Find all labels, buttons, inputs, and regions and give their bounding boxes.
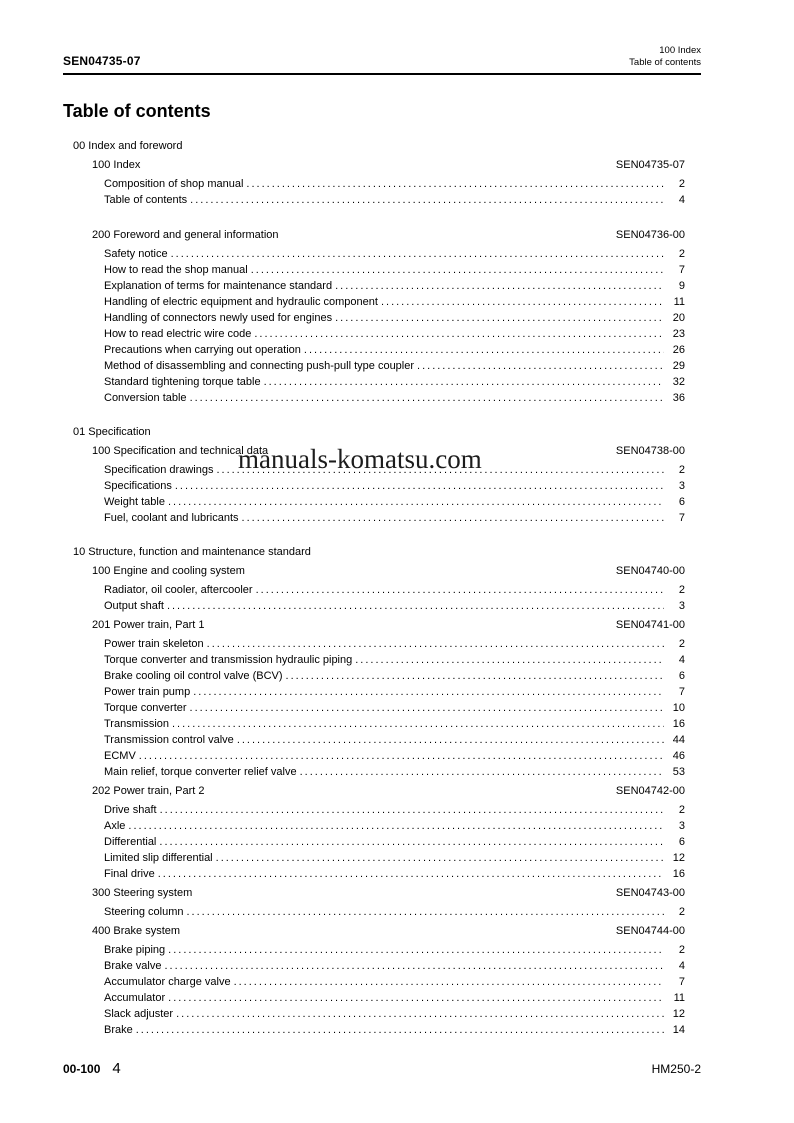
toc-item-title: How to read electric wire code: [104, 328, 252, 340]
page-footer: [63, 1060, 701, 1077]
toc-item-page: 9: [678, 280, 685, 292]
toc-chapter: [63, 923, 701, 1038]
dot-leader: [237, 732, 664, 748]
toc-chapter: [63, 783, 701, 882]
toc-item-title: Standard tightening torque table: [104, 376, 261, 388]
dot-leader: [168, 990, 664, 1006]
toc-item-title: Brake cooling oil control valve (BCV): [104, 670, 283, 682]
toc-item-page: 12: [672, 852, 685, 864]
toc-item-title: Handling of electric equipment and hydraulic component: [104, 296, 378, 308]
toc-section-heading: 10 Structure, function and maintenance standard: [73, 546, 311, 558]
toc-item-title: Slack adjuster: [104, 1008, 174, 1020]
toc-chapter-ref: SEN04741-00: [615, 619, 685, 631]
toc-section: [63, 424, 701, 526]
dot-leader: [190, 192, 664, 208]
toc-item-title: Accumulator: [104, 992, 166, 1004]
toc-item-page: 20: [672, 312, 685, 324]
dot-leader: [256, 582, 664, 598]
toc-chapter-title: 202 Power train, Part 2: [92, 785, 205, 797]
toc-item-page: 23: [672, 328, 685, 340]
toc-item: [104, 262, 701, 278]
dot-leader: [381, 294, 664, 310]
toc-item-page: 3: [678, 480, 685, 492]
toc-chapter-title: 100 Index: [92, 159, 141, 171]
toc-item-title: Specification drawings: [104, 464, 214, 476]
toc-item: [104, 850, 701, 866]
toc-item-page: 16: [672, 718, 685, 730]
toc-item-page: 29: [672, 360, 685, 372]
dot-leader: [190, 700, 664, 716]
toc-chapter-title: 100 Engine and cooling system: [92, 565, 245, 577]
toc-item-title: Conversion table: [104, 392, 187, 404]
toc-item: [104, 342, 701, 358]
toc-item: [104, 636, 701, 652]
toc-chapter: [63, 227, 701, 406]
dot-leader: [286, 668, 664, 684]
toc-item: [104, 748, 701, 764]
toc-section-heading: 01 Specification: [73, 426, 151, 438]
toc-item: [104, 834, 701, 850]
toc-item-title: Explanation of terms for maintenance standard: [104, 280, 333, 292]
toc-item: [104, 668, 701, 684]
toc-chapter: [63, 563, 701, 614]
toc-item-title: Transmission: [104, 718, 169, 730]
toc-item-page: 7: [678, 512, 685, 524]
toc-item-title: Drive shaft: [104, 804, 157, 816]
toc-item-title: Safety notice: [104, 248, 168, 260]
toc-item-page: 3: [678, 820, 685, 832]
toc-chapter-title: 100 Specification and technical data: [92, 445, 269, 457]
header-breadcrumb-line2: Table of contents: [629, 56, 701, 68]
dot-leader: [128, 818, 664, 834]
toc-item-page: 10: [672, 702, 685, 714]
footer-page-number: 4: [112, 1060, 121, 1077]
toc-chapter-heading-row: [92, 563, 701, 579]
toc-item: [104, 716, 701, 732]
toc-chapter-ref: SEN04740-00: [615, 565, 685, 577]
toc-item-page: 11: [673, 992, 685, 1004]
header-breadcrumb-line1: 100 Index: [659, 45, 701, 56]
toc-item-page: 2: [678, 906, 685, 918]
page-header: [63, 45, 701, 75]
footer-section-code: 00-100: [63, 1062, 101, 1076]
toc-item: [104, 802, 701, 818]
toc-item: [104, 310, 701, 326]
toc-item-page: 16: [672, 868, 685, 880]
toc-section-heading: 00 Index and foreword: [73, 140, 183, 152]
toc-item-title: Fuel, coolant and lubricants: [104, 512, 239, 524]
dot-leader: [254, 326, 664, 342]
toc-item: [104, 1006, 701, 1022]
dot-leader: [207, 636, 664, 652]
toc-chapter-heading-row: [92, 617, 701, 633]
toc-item-title: Accumulator charge valve: [104, 976, 231, 988]
dot-leader: [172, 716, 664, 732]
toc-item-title: Brake: [104, 1024, 133, 1036]
dot-leader: [300, 764, 664, 780]
toc-item-page: 4: [678, 654, 685, 666]
toc-chapter-heading-row: [92, 227, 701, 243]
toc-item: [104, 358, 701, 374]
toc-item: [104, 582, 701, 598]
toc-item: [104, 278, 701, 294]
toc-item-title: Transmission control valve: [104, 734, 234, 746]
dot-leader: [168, 942, 664, 958]
toc-item-page: 2: [678, 944, 685, 956]
toc-item-page: 46: [672, 750, 685, 762]
toc-item: [104, 374, 701, 390]
dot-leader: [175, 478, 664, 494]
toc-chapter-heading-row: [92, 885, 701, 901]
toc-chapter-ref: SEN04743-00: [615, 887, 685, 899]
dot-leader: [335, 278, 664, 294]
toc-chapter-heading-row: [92, 923, 701, 939]
toc-item-title: Composition of shop manual: [104, 178, 244, 190]
dot-leader: [139, 748, 664, 764]
toc-item-title: Torque converter and transmission hydraulic piping: [104, 654, 353, 666]
dot-leader: [251, 262, 664, 278]
page-title: Table of contents: [63, 101, 211, 121]
toc-item: [104, 598, 701, 614]
toc-item-page: 12: [672, 1008, 685, 1020]
dot-leader: [168, 494, 664, 510]
toc-item-page: 2: [678, 178, 685, 190]
toc-chapter-heading-row: [92, 783, 701, 799]
toc-item-page: 36: [672, 392, 685, 404]
toc-item-title: Radiator, oil cooler, aftercooler: [104, 584, 253, 596]
toc-section: [63, 138, 701, 406]
toc-item-title: Specifications: [104, 480, 172, 492]
toc-item: [104, 176, 701, 192]
toc-chapter-title: 201 Power train, Part 1: [92, 619, 205, 631]
dot-leader: [216, 850, 664, 866]
toc-item: [104, 494, 701, 510]
toc-chapter-ref: SEN04738-00: [615, 445, 685, 457]
toc-chapter-title: 300 Steering system: [92, 887, 193, 899]
dot-leader: [190, 390, 664, 406]
toc-chapter-ref: SEN04742-00: [615, 785, 685, 797]
toc-item: [104, 294, 701, 310]
toc-item: [104, 652, 701, 668]
dot-leader: [264, 374, 664, 390]
toc-item-title: Weight table: [104, 496, 165, 508]
toc-item-page: 4: [678, 960, 685, 972]
toc-item-title: Power train skeleton: [104, 638, 204, 650]
dot-leader: [246, 176, 664, 192]
dot-leader: [158, 866, 664, 882]
toc-item: [104, 246, 701, 262]
toc-item-page: 7: [678, 976, 685, 988]
footer-left: [63, 1060, 121, 1077]
toc-item: [104, 192, 701, 208]
header-breadcrumb: [629, 45, 701, 68]
toc-item-page: 44: [672, 734, 685, 746]
toc-item: [104, 478, 701, 494]
toc-item-page: 53: [672, 766, 685, 778]
dot-leader: [187, 904, 665, 920]
dot-leader: [167, 598, 664, 614]
toc-chapter-title: 400 Brake system: [92, 925, 181, 937]
dot-leader: [417, 358, 664, 374]
toc-item-page: 2: [678, 248, 685, 260]
dot-leader: [176, 1006, 664, 1022]
toc-item-title: Steering column: [104, 906, 184, 918]
toc-item-page: 4: [678, 194, 685, 206]
toc-item-title: Torque converter: [104, 702, 187, 714]
toc-item-page: 2: [678, 584, 685, 596]
toc-item-title: How to read the shop manual: [104, 264, 248, 276]
toc-item-title: Power train pump: [104, 686, 191, 698]
toc-item-title: Method of disassembling and connecting push-pull type coupler: [104, 360, 415, 372]
dot-leader: [160, 802, 664, 818]
dot-leader: [234, 974, 664, 990]
header-doc-number: SEN04735-07: [63, 54, 141, 68]
toc-item-title: Table of contents: [104, 194, 188, 206]
toc-item: [104, 1022, 701, 1038]
toc-item-page: 32: [672, 376, 685, 388]
toc-chapter: [63, 885, 701, 920]
toc-item-title: Differential: [104, 836, 157, 848]
toc-item-title: Precautions when carrying out operation: [104, 344, 301, 356]
table-of-contents: [63, 138, 701, 1038]
dot-leader: [136, 1022, 664, 1038]
toc-item-page: 2: [678, 804, 685, 816]
toc-item-title: Brake valve: [104, 960, 162, 972]
toc-item-page: 2: [678, 638, 685, 650]
toc-item-title: ECMV: [104, 750, 136, 762]
toc-item: [104, 974, 701, 990]
toc-item: [104, 510, 701, 526]
toc-item: [104, 958, 701, 974]
dot-leader: [242, 510, 664, 526]
toc-chapter: [63, 157, 701, 208]
toc-item-page: 7: [678, 686, 685, 698]
toc-item-page: 26: [672, 344, 685, 356]
toc-item: [104, 818, 701, 834]
dot-leader: [164, 958, 664, 974]
toc-item-title: Main relief, torque converter relief valve: [104, 766, 297, 778]
toc-item-page: 2: [678, 464, 685, 476]
toc-chapter-ref: SEN04736-00: [615, 229, 685, 241]
toc-item: [104, 904, 701, 920]
toc-section: [63, 544, 701, 1038]
dot-leader: [355, 652, 664, 668]
toc-item-title: Limited slip differential: [104, 852, 213, 864]
dot-leader: [335, 310, 664, 326]
toc-chapter-ref: SEN04744-00: [615, 925, 685, 937]
toc-item-title: Final drive: [104, 868, 155, 880]
toc-item-page: 14: [672, 1024, 685, 1036]
toc-item-page: 11: [673, 296, 685, 308]
toc-item-title: Output shaft: [104, 600, 164, 612]
toc-item: [104, 732, 701, 748]
dot-leader: [304, 342, 664, 358]
toc-chapter-title: 200 Foreword and general information: [92, 229, 279, 241]
toc-item: [104, 990, 701, 1006]
toc-item: [104, 390, 701, 406]
toc-item-page: 3: [678, 600, 685, 612]
dot-leader: [171, 246, 664, 262]
toc-item-page: 6: [678, 496, 685, 508]
footer-model-number: HM250-2: [651, 1062, 701, 1076]
dot-leader: [193, 684, 664, 700]
toc-item: [104, 866, 701, 882]
toc-item: [104, 700, 701, 716]
toc-item: [104, 326, 701, 342]
toc-item-title: Axle: [104, 820, 126, 832]
toc-item-title: Brake piping: [104, 944, 166, 956]
toc-item: [104, 684, 701, 700]
toc-item-title: Handling of connectors newly used for engines: [104, 312, 333, 324]
watermark: manuals-komatsu.com: [238, 444, 482, 474]
dot-leader: [159, 834, 664, 850]
toc-item-page: 6: [678, 670, 685, 682]
toc-item-page: 6: [678, 836, 685, 848]
toc-chapter-ref: SEN04735-07: [615, 159, 685, 171]
toc-chapter: [63, 617, 701, 780]
toc-item: [104, 942, 701, 958]
toc-item-page: 7: [678, 264, 685, 276]
toc-item: [104, 764, 701, 780]
toc-chapter-heading-row: [92, 157, 701, 173]
